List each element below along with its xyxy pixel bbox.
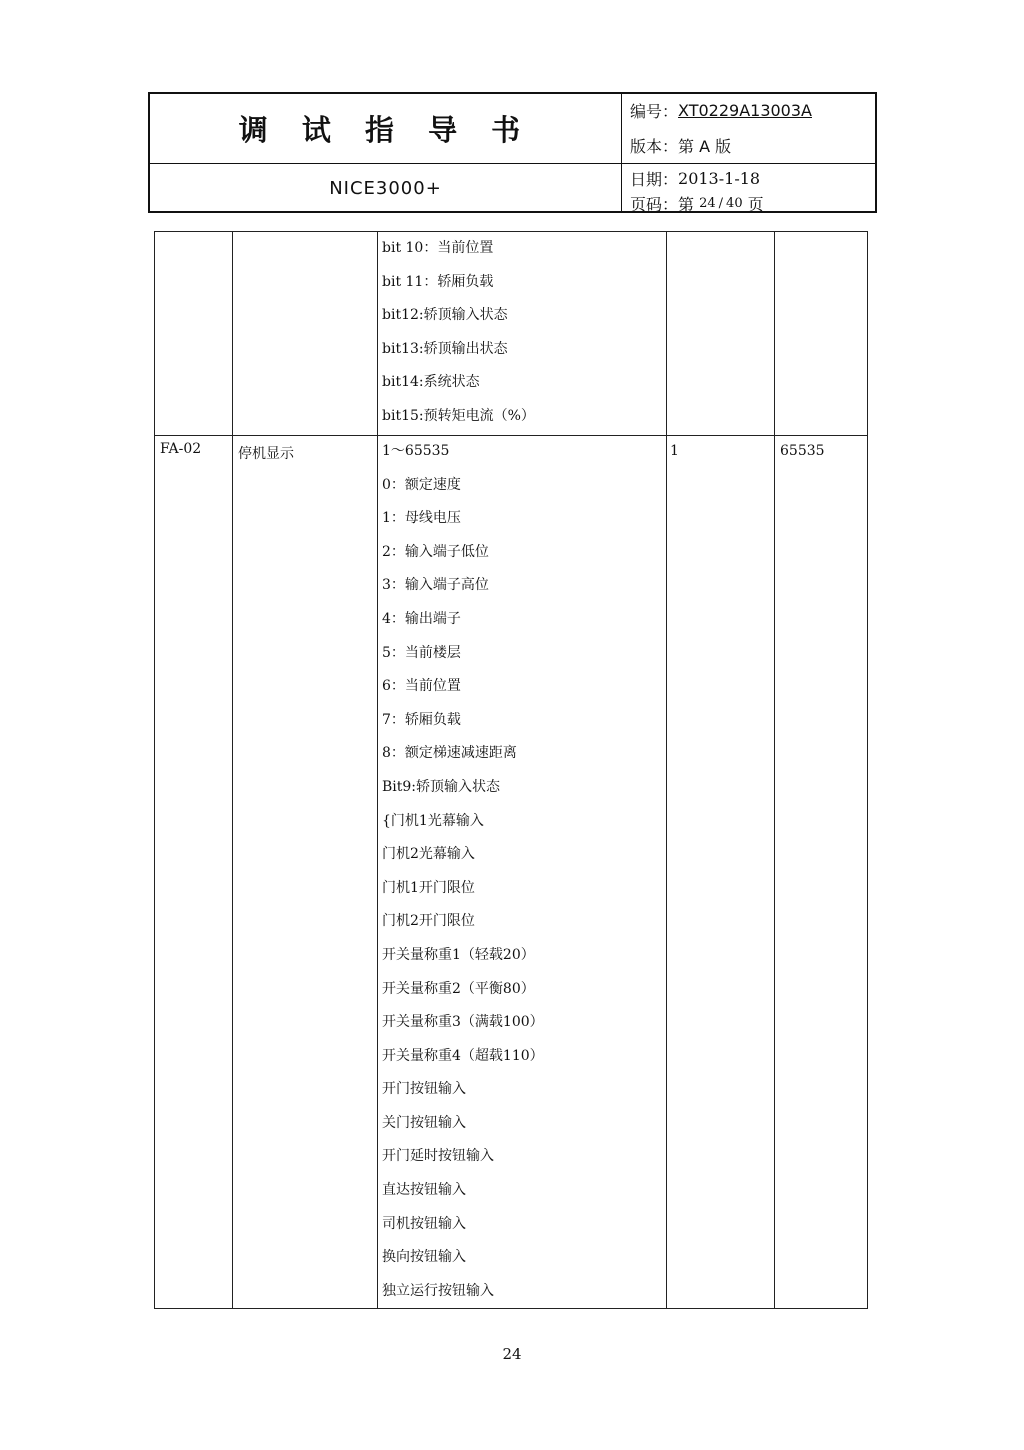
description-line: 1：母线电压 [382, 510, 461, 527]
description-line: 开关量称重2（平衡80） [382, 980, 535, 997]
row2-description [382, 435, 544, 1308]
description-line: 独立运行按钮输入 [382, 1282, 494, 1299]
description-line: bit 11：轿厢负载 [382, 273, 494, 290]
doc-code [622, 94, 877, 127]
description-line: Bit9:轿顶输入状态 [382, 778, 501, 795]
doc-page-label: 页码： [630, 194, 679, 214]
description-line: 门机2光幕输入 [382, 846, 475, 863]
doc-date-label: 日期： [630, 169, 679, 189]
doc-code-label: 编号： [630, 102, 679, 121]
description-line: 开关量称重4（超载110） [382, 1047, 544, 1064]
product-model: NICE3000+ [329, 178, 442, 199]
description-line: 8：额定梯速减速距离 [382, 745, 517, 762]
description-line: bit 10：当前位置 [382, 240, 494, 256]
param-name: 停机显示 [238, 446, 294, 462]
description-line: 0：额定速度 [382, 476, 461, 493]
description-line: bit12:轿顶输入状态 [382, 307, 508, 324]
doc-date [622, 164, 877, 192]
description-line: {门机1光幕输入 [382, 812, 484, 829]
table-divider [377, 232, 378, 1308]
description-line: bit14:系统状态 [382, 374, 480, 391]
description-line: bit15:预转矩电流（%） [382, 407, 535, 424]
doc-page-prefix: 第 [678, 194, 700, 214]
description-line: 4：输出端子 [382, 610, 461, 627]
description-line: 7：轿厢负载 [382, 711, 461, 728]
row1-description [382, 232, 535, 434]
description-line: 开门延时按钮输入 [382, 1148, 494, 1165]
table-divider [232, 232, 233, 1308]
description-line: 1～65535 [382, 443, 450, 459]
description-line: 司机按钮输入 [382, 1215, 466, 1232]
description-line: 5：当前楼层 [382, 644, 461, 661]
description-line: 关门按钮输入 [382, 1114, 466, 1131]
description-line: 开关量称重3（满载100） [382, 1014, 544, 1031]
doc-version [622, 127, 877, 164]
param-min: 1 [670, 443, 679, 459]
description-line: 换向按钮输入 [382, 1249, 466, 1266]
param-max: 65535 [780, 443, 825, 459]
doc-page-suffix: 页 [742, 194, 764, 214]
doc-page-total: 40 [726, 195, 743, 211]
description-line: 门机2开门限位 [382, 913, 475, 930]
table-divider [666, 232, 667, 1308]
description-line: 开门按钮输入 [382, 1081, 466, 1098]
description-line: 直达按钮输入 [382, 1182, 466, 1199]
document-header [148, 92, 877, 213]
doc-page-sep: / [718, 195, 724, 211]
doc-version-label: 版本： [630, 136, 679, 156]
model-cell [150, 164, 622, 213]
table-divider [774, 232, 775, 1308]
doc-page-current: 24 [699, 195, 716, 211]
description-line: 3：输入端子高位 [382, 577, 489, 594]
doc-code-value: XT0229A13003A [678, 101, 812, 120]
description-line: 2：输入端子低位 [382, 543, 489, 560]
description-line: 开关量称重1（轻载20） [382, 946, 535, 963]
page-number: 24 [502, 1345, 522, 1363]
title-cell [150, 94, 622, 164]
doc-date-value: 2013-1-18 [678, 168, 761, 188]
param-code: FA-02 [160, 441, 202, 457]
description-line: 门机1开门限位 [382, 879, 475, 896]
document-title: 调 试 指 导 书 [238, 113, 533, 147]
doc-version-value: 第 A 版 [678, 136, 732, 156]
description-line: bit13:轿顶输出状态 [382, 340, 508, 357]
doc-page [622, 192, 877, 214]
description-line: 6：当前位置 [382, 678, 461, 695]
